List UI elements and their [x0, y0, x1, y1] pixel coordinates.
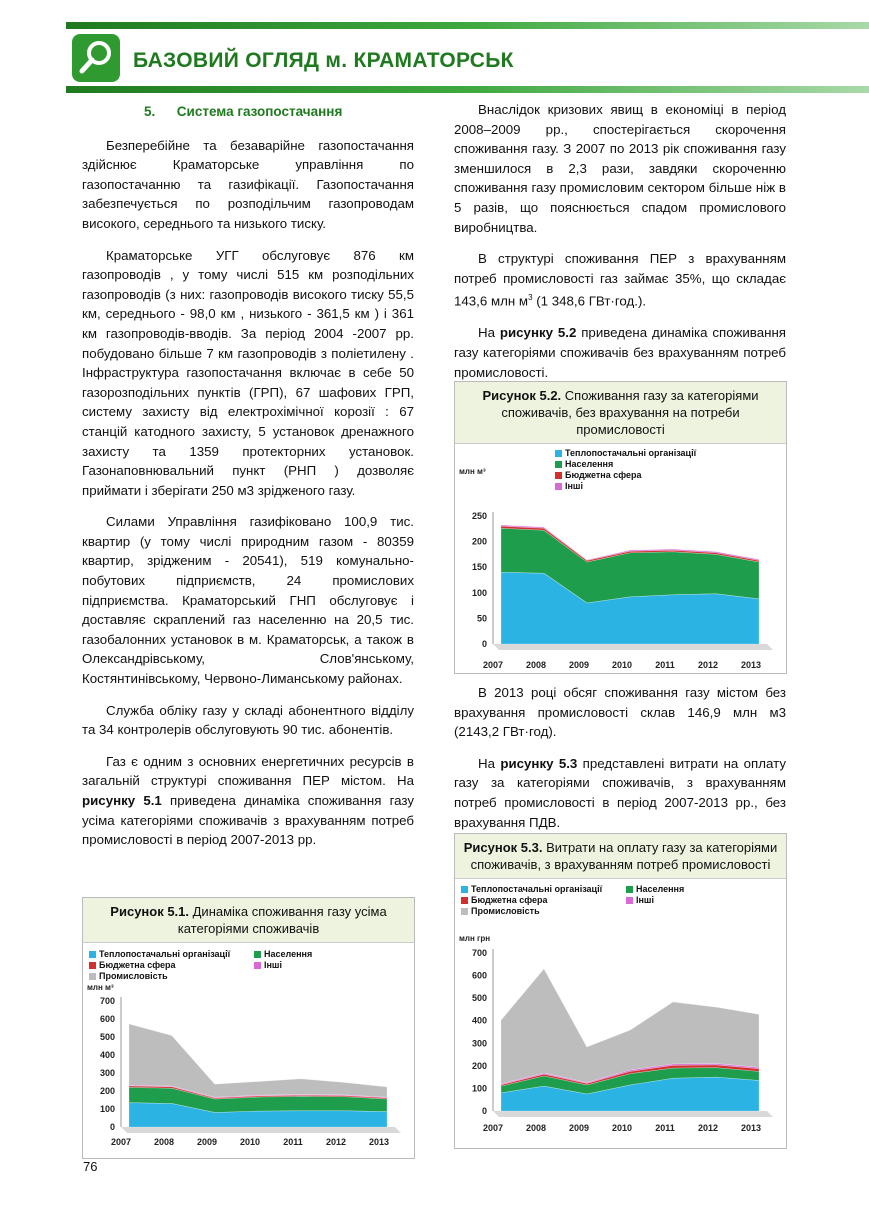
y-tick-label: 500 [99, 1032, 115, 1042]
chart-floor [121, 1127, 401, 1133]
x-tick-label: 2012 [697, 1123, 719, 1133]
x-tick-label: 2007 [482, 660, 504, 670]
figure-5-2 [454, 381, 787, 674]
paragraph: Безперебійне та безаварійне газопостачання здійснює Краматорське управління по газопостачанню та газифікації. Газопостачання забезпечується по розподільчим газопроводам високого, середнього та низького тиску. [82, 137, 414, 231]
y-tick-label: 500 [471, 993, 487, 1004]
paragraph: Краматорське УГГ обслуговує 876 км газопроводів , у тому числі 515 км розподільних газопроводів (з них: газопроводів високого тиску 55,5 км, середнього - 98,0 км , низького - 361,5 км ) і 361 км газопроводів-вводів. За період 2004 -2007 рр. побудовано більше 7 км газопроводів з поліетилену . Інфраструктура газопостачання включає в себе 50 газорозподільних пунктів (ГРП), 67 шафових ГРП, систему захисту від електрохімічної корозії : 67 станцій катодного захисту, 5 установок дренажного захисту та 1359 протекторних установок. Газонаповнювальний пункт (РНП ) дозволяє приймати і зберігати 250 м3 зрідженого газу. [82, 247, 414, 498]
chart-5-2 [455, 444, 786, 678]
legend-item: Населення [254, 949, 312, 960]
x-tick-label: 2012 [697, 660, 719, 670]
legend-item: Бюджетна сфера [461, 895, 548, 906]
right-column-middle [454, 683, 786, 844]
legend-item: Населення [626, 884, 684, 895]
chart-floor [493, 644, 773, 650]
x-tick-label: 2011 [655, 1123, 675, 1133]
section-number: 5. [144, 104, 156, 119]
page-number: 76 [83, 1159, 98, 1174]
figure-caption: Рисунок 5.2. Споживання газу за категоріями споживачів, без врахування на потреби промисловості [455, 382, 786, 444]
legend-item: Інші [555, 481, 583, 492]
x-tick-label: 2011 [655, 660, 675, 670]
y-tick-label: 200 [471, 1060, 487, 1071]
y-tick-label: 0 [109, 1122, 115, 1132]
paragraph: В структурі споживання ПЕР з врахуванням потреб промисловості газ займає 35%, що складає 143,6 млн $м^3$ (1 348,6 ГВт·год.). [454, 251, 786, 309]
legend-item: Теплопостачальні організації [461, 884, 602, 895]
figure-ref: рисунку 5.3 [500, 755, 578, 771]
y-tick-label: 100 [471, 587, 487, 598]
figure-ref: рисунку 5.1 [82, 793, 162, 808]
section-title-text: Система газопостачання [176, 104, 343, 119]
legend-item: Бюджетна сфера [555, 470, 642, 481]
y-tick-label: 0 [481, 1106, 487, 1116]
header-bottom-bar [66, 86, 869, 93]
x-tick-label: 2012 [325, 1137, 347, 1147]
legend-item: Населення [555, 459, 613, 470]
chart-5-1-plot [83, 943, 414, 1163]
y-axis-label: млн м³ [459, 467, 486, 476]
x-tick-label: 2013 [740, 1123, 762, 1133]
x-tick-label: 2009 [568, 660, 590, 670]
y-tick-label: 200 [99, 1086, 115, 1096]
right-column [454, 100, 786, 394]
y-tick-label: 100 [471, 1083, 487, 1094]
legend-item: Бюджетна сфера [89, 960, 176, 971]
x-tick-label: 2010 [239, 1137, 261, 1147]
legend-item: Промисловість [461, 906, 540, 917]
paragraph: Внаслідок кризових явищ в економіці в період 2008–2009 рр., спостерігається скорочення споживання газу. З 2007 по 2013 рік споживання газу зменшилося в 2,3 рази, завдяки скороченню споживання газу промисловим сектором більше ніж в 5 разів, що пояснюється спадом промислового виробництва. [454, 102, 786, 235]
x-tick-label: 2013 [368, 1137, 390, 1147]
x-tick-label: 2009 [568, 1123, 590, 1133]
y-tick-label: 300 [99, 1068, 115, 1078]
chart-5-3 [455, 879, 786, 1137]
chart-5-3-plot [455, 879, 786, 1137]
y-tick-label: 150 [471, 562, 487, 573]
y-tick-label: 600 [99, 1014, 115, 1024]
x-tick-label: 2010 [611, 660, 633, 670]
x-tick-label: 2011 [283, 1137, 303, 1147]
y-tick-label: 400 [99, 1050, 115, 1060]
y-tick-label: 200 [471, 536, 487, 547]
paragraph: Силами Управління газифіковано 100,9 тис. квартир (у тому числі природним газом - 80359 квартир, зрідженим - 20541), 519 комунально-побутових підприємств, 24 промислових підприємства. Краматорський ГНП обслуговує і доставляє скраплений газ населенню на 20,5 тис. газобалонних установок в м. Краматорськ, а також в Олександрівському, Слов'янському, Костянтинівському, Червоно-Лиманському районах. [82, 514, 414, 687]
paragraph: В 2013 році обсяг споживання газу містом без врахування промисловості склав 146,9 млн м3 (2143,2 ГВт·год). [454, 685, 786, 740]
figure-caption: Рисунок 5.1. Динаміка споживання газу усіма категоріями споживачів [83, 898, 414, 943]
legend-item: Теплопостачальні організації [89, 949, 230, 960]
y-tick-label: 50 [476, 613, 487, 624]
y-tick-label: 100 [99, 1104, 115, 1114]
paragraph: Служба обліку газу у складі абонентного відділу та 34 контролерів обслуговують 90 тис. абонентів. [82, 702, 414, 738]
legend-item: Теплопостачальні організації [555, 448, 696, 459]
x-tick-label: 2007 [110, 1137, 132, 1147]
y-tick-label: 300 [471, 1038, 487, 1049]
section-title [144, 102, 414, 122]
figure-caption: Рисунок 5.3. Витрати на оплату газу за категоріями споживачів, з врахуванням потреб промисловості [455, 834, 786, 879]
legend-item: Інші [626, 895, 654, 906]
figure-ref: рисунку 5.2 [499, 325, 577, 341]
chart-floor [493, 1111, 773, 1117]
paragraph: На рисунку 5.3 представлені витрати на оплату газу за категоріями споживачів, з врахуванням потреб промисловості в період 2007-2013 рр., без врахування ПДВ. [454, 755, 787, 830]
x-tick-label: 2010 [611, 1123, 633, 1133]
y-tick-label: 400 [471, 1015, 487, 1026]
chart-5-1 [83, 943, 414, 1163]
page-header-title: БАЗОВИЙ ОГЛЯД м. КРАМАТОРСЬК [133, 49, 514, 72]
paragraph: На рисунку 5.2 приведена динаміка споживання газу категоріями споживачів без врахуванням потреб промисловості. [454, 325, 786, 380]
legend-item: Промисловість [89, 971, 168, 982]
y-tick-label: 0 [481, 639, 487, 649]
y-tick-label: 700 [99, 996, 115, 1006]
figure-5-3 [454, 833, 787, 1149]
y-axis-label: млн м³ [87, 983, 114, 992]
legend-item: Інші [254, 960, 282, 971]
x-tick-label: 2009 [196, 1137, 218, 1147]
y-tick-label: 600 [471, 970, 487, 981]
chart-5-2-plot [455, 444, 786, 678]
figure-5-1 [82, 897, 415, 1159]
paragraph: Газ є одним з основних енергетичних ресурсів в загальній структурі споживання ПЕР містом. На рисунку 5.1 приведена динаміка споживання газу усіма категоріями споживачів з врахуванням потреб промисловості в період 2007-2013 рр. [82, 753, 414, 848]
y-tick-label: 700 [471, 948, 487, 958]
x-tick-label: 2008 [153, 1137, 175, 1147]
x-tick-label: 2013 [740, 660, 762, 670]
y-tick-label: 250 [471, 511, 487, 521]
x-tick-label: 2008 [525, 1123, 547, 1133]
x-tick-label: 2007 [482, 1123, 504, 1133]
magnifier-icon [72, 34, 120, 82]
y-axis-label: млн грн [459, 934, 491, 943]
x-tick-label: 2008 [525, 660, 547, 670]
left-column [82, 100, 414, 862]
header-top-bar [66, 22, 869, 29]
